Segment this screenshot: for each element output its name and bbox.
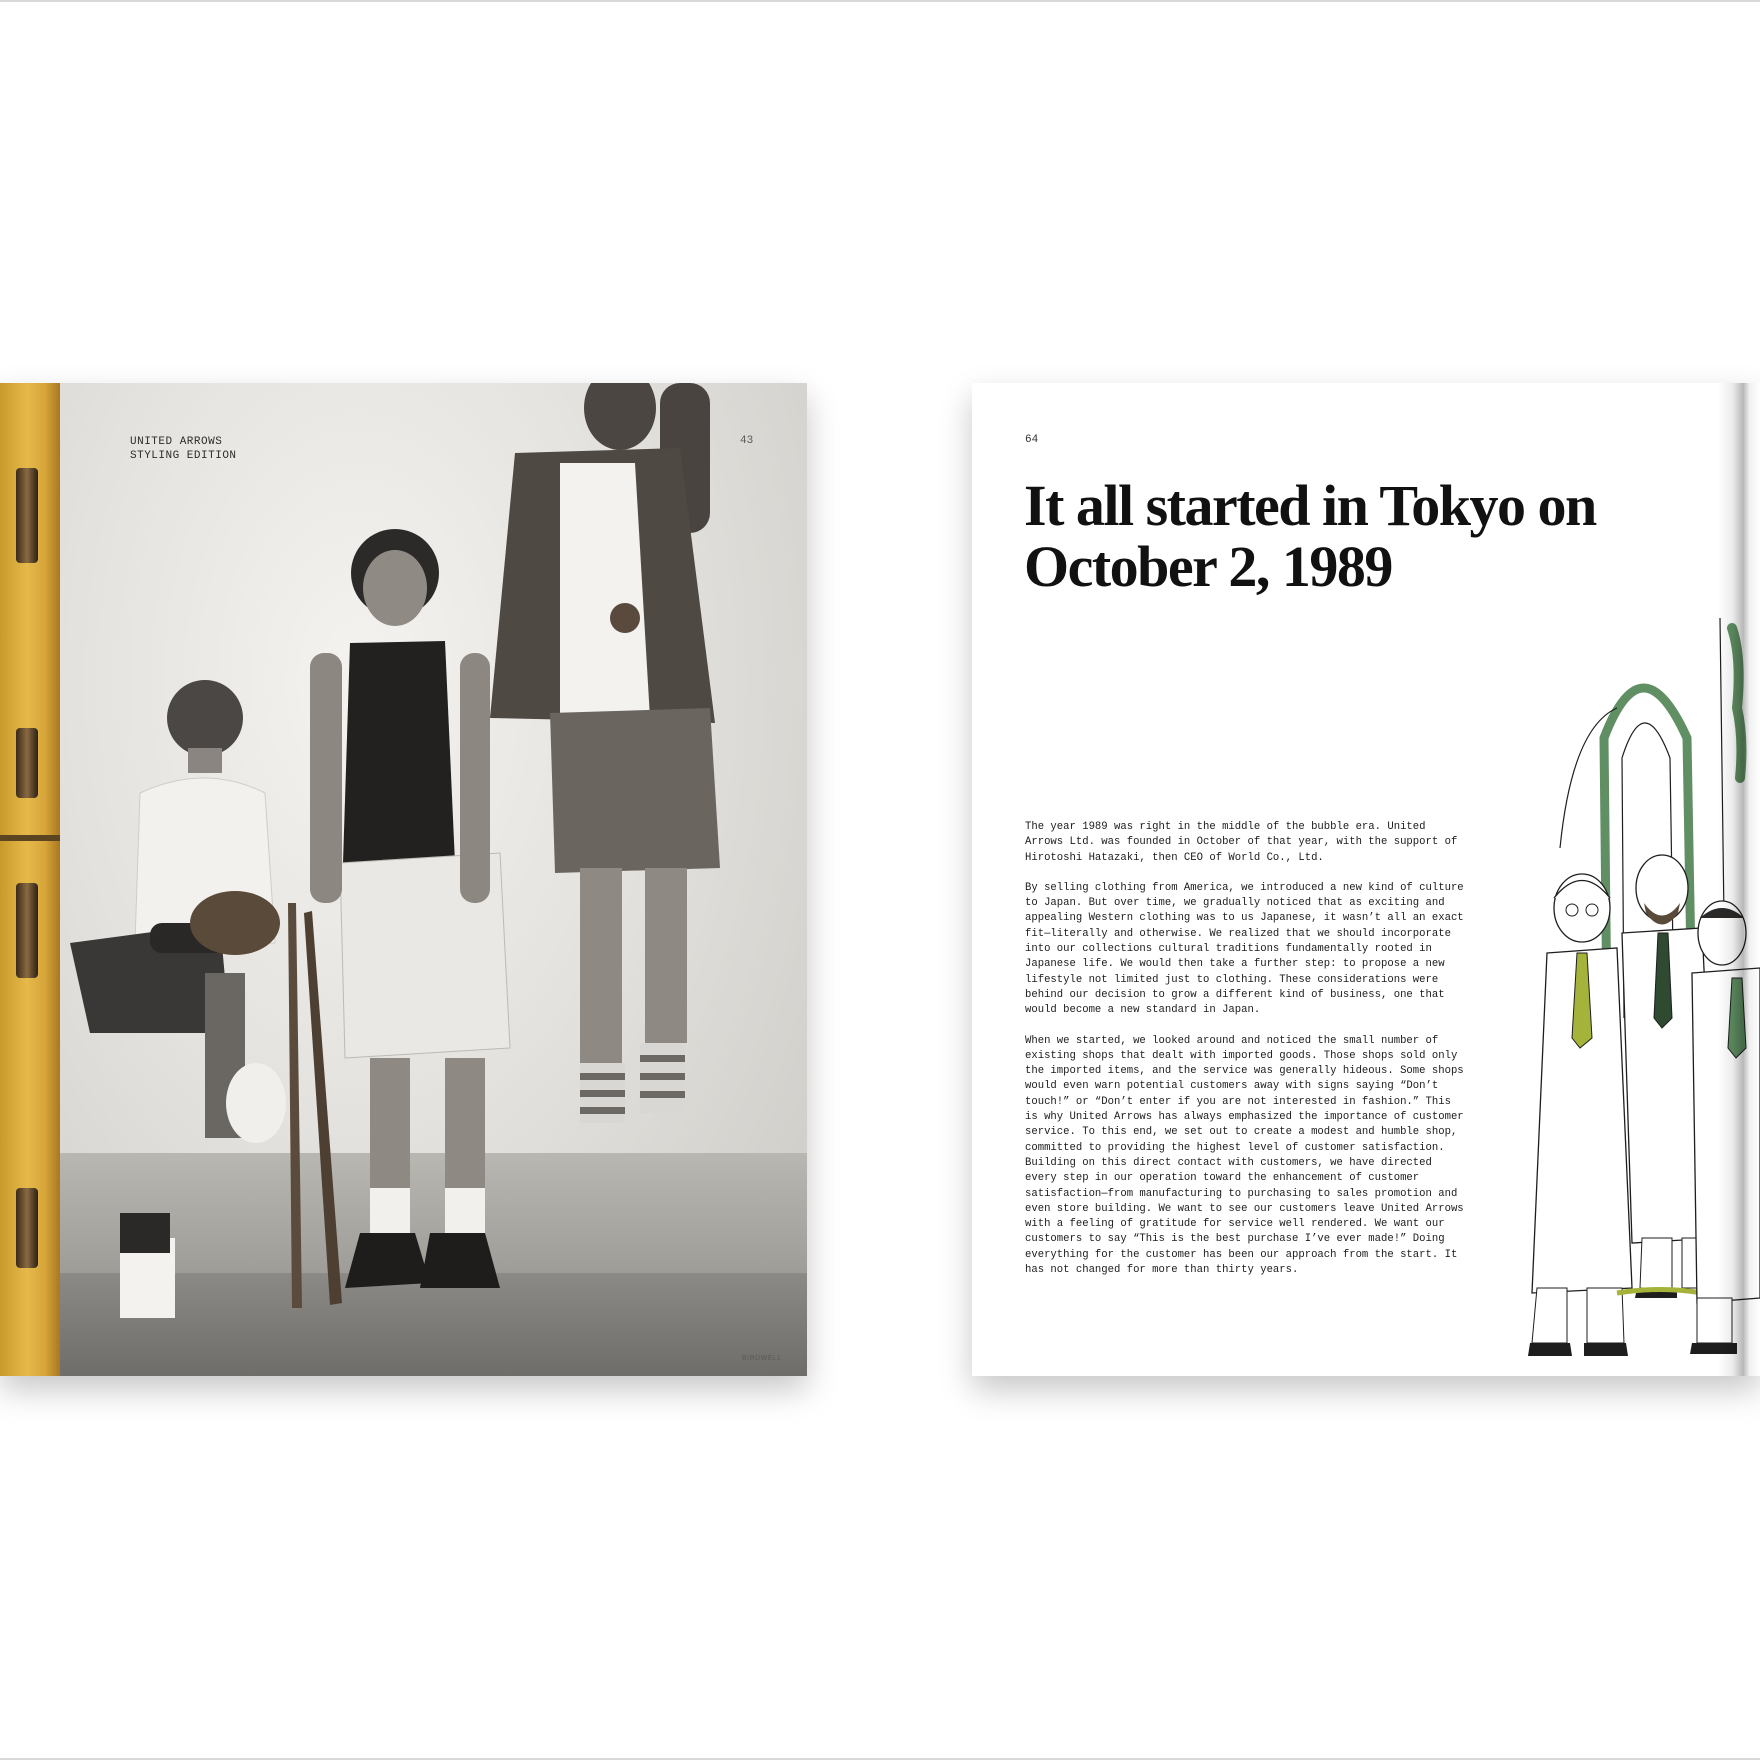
article-headline: It all started in Tokyo on October 2, 1989 <box>1024 473 1596 599</box>
locker-handle <box>16 883 38 978</box>
locker-seam <box>0 835 60 841</box>
seated-figure <box>70 680 286 1318</box>
body-paragraph: By selling clothing from America, we introduced a new kind of culture to Japan. But over time, we gradually noticed that as exciting and appealing Western clothing was to us Japanese, it wasn’t all an exact fit—literally and otherwise. We realized that we should incorporate into our collections cultural traditions fundamentally rooted in Japanese life. We would then take a further step: to propose a new lifestyle not limited just to clothing. These considerations were behind our decision to grow a different kind of business, one that would become a new standard in Japan. <box>1025 881 1464 1017</box>
locker-handle <box>16 1188 38 1268</box>
body-paragraph: When we started, we looked around and noticed the small number of existing shops that dealt with imported goods. Those shops sold only the imported items, and the service was generally hideous. Some shops would even warn potential customers away with signs saying “Don’t touch!” or “Don’t enter if you are not interested in fashion.” This is why United Arrows has always emphasized the importance of customer service. To this end, we set out to create a modest and humble shop, committed to providing the highest level of customer satisfaction. Building on this direct contact with customers, we have directed every step in our operation toward the enhancement of customer satisfaction—from manufacturing to purchasing to sales promotion and even store building. We want to see our customers leave United Arrows with a feeling of gratitude for service well rendered. We want our customers to say “This is the best purchase I’ve ever made!” Doing everything for the customer has been our approach from the start. It has not changed for more than thirty years. <box>1025 1034 1464 1277</box>
body-paragraph: The year 1989 was right in the middle of the bubble era. United Arrows Ltd. was founded in October of that year, with the support of Hirotoshi Hatazaki, then CEO of World Co., Ltd. <box>1025 821 1458 864</box>
yellow-locker <box>0 383 60 1376</box>
photo-credit: BIRDWELL <box>742 1355 782 1362</box>
left-page-number: 43 <box>740 435 754 447</box>
article-body <box>1025 820 1465 1293</box>
illustrated-founder-left <box>1528 874 1632 1356</box>
black-and-white-photo <box>60 383 807 1376</box>
locker-handle <box>16 728 38 798</box>
standing-figure-vest <box>310 529 510 1288</box>
standing-figure-plaid <box>490 383 720 1123</box>
baseball-bats <box>288 903 342 1308</box>
locker-handle <box>16 468 38 563</box>
left-page-photo-spread <box>0 383 807 1376</box>
book-gutter-shadow <box>1718 383 1760 1376</box>
right-page-number: 64 <box>1025 434 1039 446</box>
photo-figures <box>60 383 807 1376</box>
running-head <box>130 435 237 463</box>
right-page-article <box>972 383 1760 1376</box>
running-head-line-2: STYLING EDITION <box>130 450 237 462</box>
running-head-line-1: UNITED ARROWS <box>130 436 223 448</box>
frame-top-line <box>0 0 1760 2</box>
